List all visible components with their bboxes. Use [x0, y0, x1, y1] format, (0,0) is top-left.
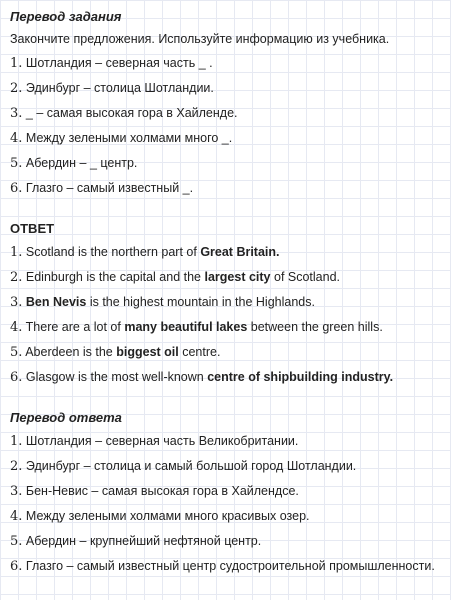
- answer-item: [10, 265, 446, 290]
- task-item: [10, 76, 446, 101]
- answer-highlight: largest city: [204, 270, 271, 284]
- answer-text: Scotland is the northern part of: [25, 245, 201, 259]
- item-number: 4.: [10, 320, 23, 335]
- translation-text: Глазго – самый известный центр судостроительной промышленности.: [25, 559, 435, 573]
- task-item: [10, 51, 446, 76]
- translation-text: Бен-Невис – самая высокая гора в Хайлендсе.: [25, 484, 299, 498]
- translation-item: [10, 554, 446, 579]
- task-item: [10, 101, 446, 126]
- answer-text: Aberdeen is the: [25, 345, 117, 359]
- item-number: 5.: [10, 156, 23, 171]
- translation-item: [10, 479, 446, 504]
- task-item-text: Глазго – самый известный _.: [25, 181, 194, 195]
- answer-item: [10, 240, 446, 265]
- task-item-text: Между зелеными холмами много _.: [25, 131, 233, 145]
- answer-item: [10, 340, 446, 365]
- translation-heading: Перевод ответа: [10, 410, 122, 425]
- task-instruction: Закончите предложения. Используйте информацию из учебника.: [10, 32, 390, 46]
- answer-highlight: centre of shipbuilding industry.: [207, 370, 394, 384]
- item-number: 6.: [10, 370, 23, 385]
- document: [10, 6, 446, 579]
- task-heading: Перевод задания: [10, 9, 122, 24]
- task-item-text: Шотландия – северная часть _ .: [25, 56, 213, 70]
- answer-text: Glasgow is the most well-known: [25, 370, 208, 384]
- answer-item: [10, 315, 446, 340]
- answer-item: [10, 365, 446, 390]
- section-spacer: [10, 201, 446, 218]
- item-number: 1.: [10, 245, 23, 260]
- task-item-text: Эдинбург – столица Шотландии.: [25, 81, 214, 95]
- answer-highlight: many beautiful lakes: [124, 320, 248, 334]
- item-number: 3.: [10, 106, 23, 121]
- item-number: 2.: [10, 81, 23, 96]
- answer-text: of Scotland.: [270, 270, 341, 284]
- translation-text: Эдинбург – столица и самый большой город Шотландии.: [25, 459, 357, 473]
- item-number: 2.: [10, 459, 23, 474]
- item-number: 6.: [10, 559, 23, 574]
- answer-text: is the highest mountain in the Highlands.: [86, 295, 315, 309]
- task-item: [10, 151, 446, 176]
- item-number: 6.: [10, 181, 23, 196]
- item-number: 5.: [10, 534, 23, 549]
- task-item-text: _ – самая высокая гора в Хайленде.: [25, 106, 238, 120]
- answer-text: centre.: [178, 345, 221, 359]
- answer-heading: ОТВЕТ: [10, 221, 55, 236]
- task-item-text: Абердин – _ центр.: [25, 156, 138, 170]
- translation-item: [10, 529, 446, 554]
- translation-text: Абердин – крупнейший нефтяной центр.: [25, 534, 262, 548]
- answer-highlight: Great Britain.: [200, 245, 280, 259]
- translation-item: [10, 454, 446, 479]
- item-number: 1.: [10, 434, 23, 449]
- answer-item: [10, 290, 446, 315]
- answer-text: Edinburgh is the capital and the: [25, 270, 205, 284]
- item-number: 3.: [10, 295, 23, 310]
- translation-item: [10, 429, 446, 454]
- translation-item: [10, 504, 446, 529]
- item-number: 3.: [10, 484, 23, 499]
- item-number: 2.: [10, 270, 23, 285]
- translation-text: Между зелеными холмами много красивых озер.: [25, 509, 310, 523]
- answer-text: There are a lot of: [25, 320, 125, 334]
- task-item: [10, 176, 446, 201]
- item-number: 4.: [10, 131, 23, 146]
- task-item: [10, 126, 446, 151]
- answer-highlight: biggest oil: [116, 345, 179, 359]
- item-number: 4.: [10, 509, 23, 524]
- section-spacer: [10, 390, 446, 407]
- item-number: 1.: [10, 56, 23, 71]
- translation-text: Шотландия – северная часть Великобритании.: [25, 434, 299, 448]
- item-number: 5.: [10, 345, 23, 360]
- answer-text: between the green hills.: [247, 320, 383, 334]
- answer-highlight: Ben Nevis: [25, 295, 87, 309]
